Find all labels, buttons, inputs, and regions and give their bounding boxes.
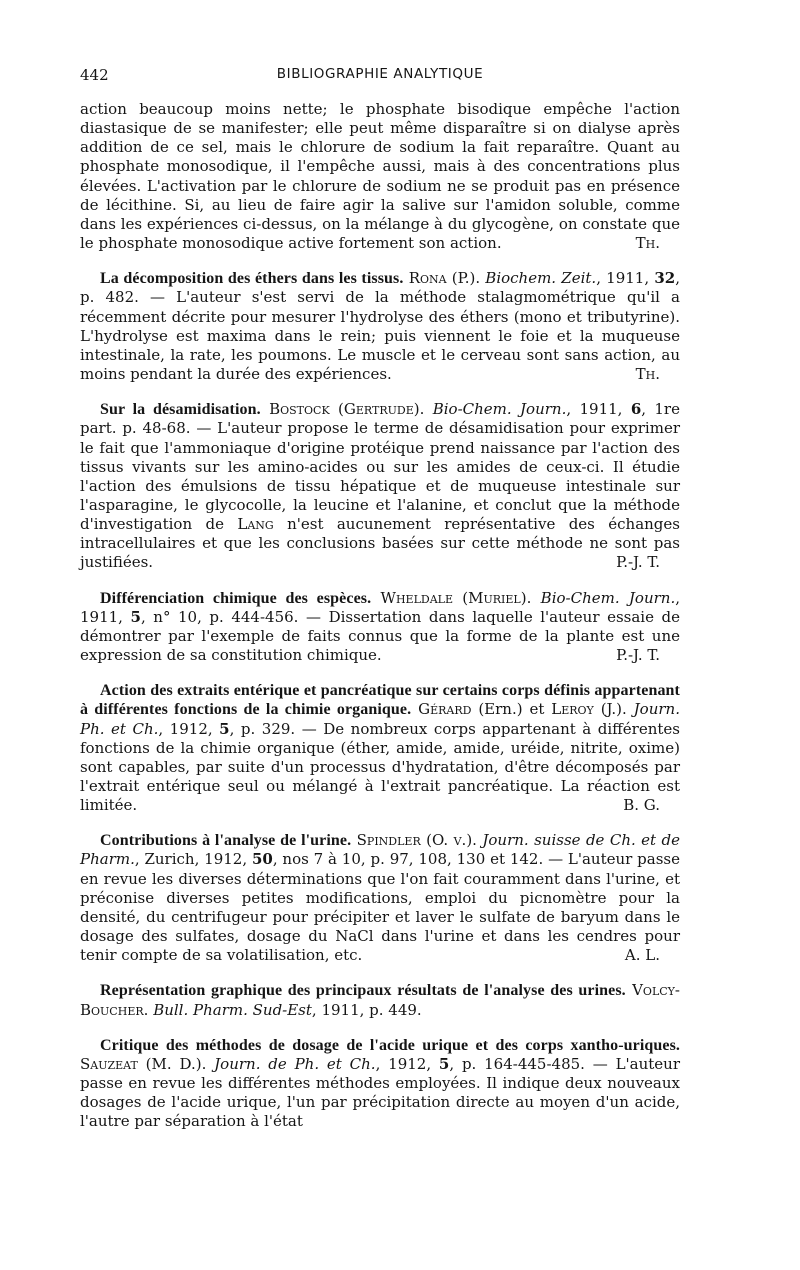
running-title: BIBLIOGRAPHIE ANALYTIQUE bbox=[276, 66, 484, 82]
entry-body: De nombreux corps appartenant à différentes fonctions de la chimie organique (éther, amide, amide, uréide, nitrite, oxime) sont capables, par suite d'un processus d'hydratation, d'être décomposés par l'extrait entérique seul ou mélangé à l'extrait pancréatique. La réaction est limitée. bbox=[80, 719, 680, 815]
entry-author: Wheldale (Muriel). bbox=[380, 588, 532, 607]
entry-ref: , 1912, bbox=[375, 1054, 439, 1073]
entry-body: Dissertation dans laquelle l'auteur essaie de démontrer par l'exemple de faits connus que la forme de la plante est une expression de sa constitution chimique. bbox=[80, 607, 680, 665]
bibliography-entry bbox=[80, 981, 680, 1019]
entry-journal: Bio-Chem. Journ. bbox=[540, 588, 676, 607]
paragraph-body: action beaucoup moins nette; le phosphate bisodique empêche l'action diastasique de se manifester; elle peut même disparaître si on dialyse après addition de ce sel, mais le chlorure de sodium la fait reparaître. Quant au phosphate monosodique, il l'empêche aussi, mais à des concentrations plus élevées. L'activation par le chlorure de sodium ne se produit pas en présence de lécithine. Si, au lieu de faire agir la salive sur l'amidon soluble, comme dans les expériences ci-dessus, on la mélange à du glycogène, on constate que le phosphate monosodique active fortement son action. bbox=[80, 100, 680, 253]
entry-author: Volcy-Boucher. bbox=[80, 981, 680, 1019]
entry-journal: Bio-Chem. Journ. bbox=[432, 400, 567, 419]
cited-author: Lang bbox=[237, 515, 274, 534]
entry-volume: 50 bbox=[251, 850, 273, 869]
signature: Th. bbox=[635, 365, 660, 384]
bibliography-entry bbox=[80, 831, 680, 965]
entry-author-initials: (P.). bbox=[451, 269, 481, 288]
signature: A. L. bbox=[624, 946, 660, 965]
entry-journal: Biochem. Zeit. bbox=[485, 269, 597, 288]
entry-ref: , nos 7 à 10, p. 97, 108, 130 et 142. — bbox=[272, 850, 568, 869]
entry-body: L'auteur passe en revue les diverses déterminations que l'on fait couramment dans l'urine, et préconise diverses petites modifications, emploi du picnomètre pour la densité, du centrifugeur pour précipiter et laver le sulfate de baryum dans le dosage des sulfates, dosage du NaCl dans l'urine et dans les cendres pour tenir compte de sa volatilisation, etc. bbox=[80, 850, 680, 965]
entry-title: Contributions à l'analyse de l'urine. bbox=[100, 832, 352, 850]
entry-author: Rona bbox=[408, 269, 447, 288]
entry-author: Spindler (O. v.). bbox=[356, 831, 477, 850]
entry-ref: , n° 10, p. 444-456. — bbox=[140, 607, 329, 626]
bibliography-entry bbox=[80, 1036, 680, 1132]
entry-journal: Journ. de Ph. et Ch. bbox=[214, 1054, 376, 1073]
entry-author-initials: (Ern.) bbox=[478, 700, 523, 719]
entry-journal: Journ. Ph. et Ch. bbox=[80, 700, 680, 738]
entry-ref: , 1911, bbox=[566, 400, 631, 419]
entry-author-initials: (J.). bbox=[600, 700, 627, 719]
entry-ref: , Zurich, 1912, bbox=[134, 850, 252, 869]
bibliography-entry bbox=[80, 269, 680, 384]
entry-author: Leroy bbox=[551, 700, 594, 719]
entry-title: Critique des méthodes de dosage de l'acide urique et des corps xantho-uriques. bbox=[100, 1036, 680, 1054]
entry-body: n'est aucunement représentative des échanges intracellulaires et que les conclusions basées sur cette méthode ne sont pas justifiées. bbox=[80, 515, 680, 572]
signature: B. G. bbox=[623, 796, 660, 815]
entry-volume: 5 bbox=[130, 607, 141, 626]
continued-paragraph bbox=[80, 100, 680, 253]
entry-ref: , 1911, p. 449. bbox=[311, 1000, 422, 1019]
entry-ref: , 1911, bbox=[80, 588, 680, 626]
entry-volume: 5 bbox=[219, 719, 230, 738]
entry-author: Bostock (Gertrude). bbox=[269, 400, 425, 419]
entry-volume: 32 bbox=[654, 269, 676, 288]
entry-ref: , p. 164-445-485. — bbox=[449, 1054, 616, 1073]
entry-journal: Journ. suisse de Ch. et de Pharm. bbox=[80, 831, 680, 869]
bibliography-entry bbox=[80, 681, 680, 815]
bibliography-entry bbox=[80, 400, 680, 572]
entry-title: Sur la désamidisation. bbox=[100, 401, 261, 419]
page-header bbox=[80, 66, 680, 90]
entry-title: La décomposition des éthers dans les tissus. bbox=[100, 270, 404, 288]
entry-author: Sauzeat (M. D.). bbox=[80, 1054, 207, 1073]
signature: Th. bbox=[635, 234, 660, 253]
entry-journal: Bull. Pharm. Sud-Est bbox=[153, 1000, 312, 1019]
signature: P.-J. T. bbox=[616, 553, 660, 572]
entry-conjunction: et bbox=[522, 700, 552, 719]
entry-volume: 6 bbox=[630, 400, 642, 419]
bibliography-entry bbox=[80, 589, 680, 666]
entry-ref: , 1912, bbox=[158, 719, 220, 738]
entry-ref: , 1re part. p. 48-68. — bbox=[80, 400, 680, 438]
entry-body: L'auteur s'est servi de la méthode stalagmométrique qu'il a récemment décrite pour mesurer l'hydrolyse des éthers (mono et tributyrine). L'hydrolyse est maxima dans le rein; puis viennent le foie et la muqueuse intestinale, la rate, les poumons. Le muscle et le cerveau sont sans action, au moins pendant la durée des expériences. bbox=[80, 288, 680, 384]
signature: P.-J. T. bbox=[616, 646, 660, 665]
entry-ref: , p. 482. — bbox=[80, 269, 680, 307]
entry-body: L'auteur propose le terme de désamidisation pour exprimer le fait que l'ammoniaque d'origine protéique prend naissance par l'action des tissus vivants sur les amino-acides ou sur les amides de ceux-ci. Il étudie l'action des émulsions de tissu hépatique et de muqueuse intestinale sur l'asparagine, le glycocolle, la leucine et l'alanine, et conclut que la méthode d'investigation de bbox=[80, 419, 680, 534]
entry-title: Différenciation chimique des espèces. bbox=[100, 589, 372, 607]
entry-title: Représentation graphique des principaux résultats de l'analyse des urines. bbox=[100, 982, 626, 1000]
entry-author: Gérard bbox=[418, 700, 472, 719]
entry-ref: , p. 329. — bbox=[229, 719, 324, 738]
entry-volume: 5 bbox=[438, 1054, 450, 1073]
entry-body: L'auteur passe en revue les différentes méthodes employées. Il indique deux nouveaux dosages de l'acide urique, l'un par précipitation directe au moyen d'un acide, l'autre par séparation à l'état bbox=[80, 1054, 681, 1131]
entry-title: Action des extraits entérique et pancréatique sur certains corps définis appartenant à différentes fonctions de la chimie organique. bbox=[80, 682, 680, 719]
entry-ref: , 1911, bbox=[596, 269, 655, 288]
page-text bbox=[80, 100, 680, 1132]
page-number: 442 bbox=[80, 66, 109, 84]
